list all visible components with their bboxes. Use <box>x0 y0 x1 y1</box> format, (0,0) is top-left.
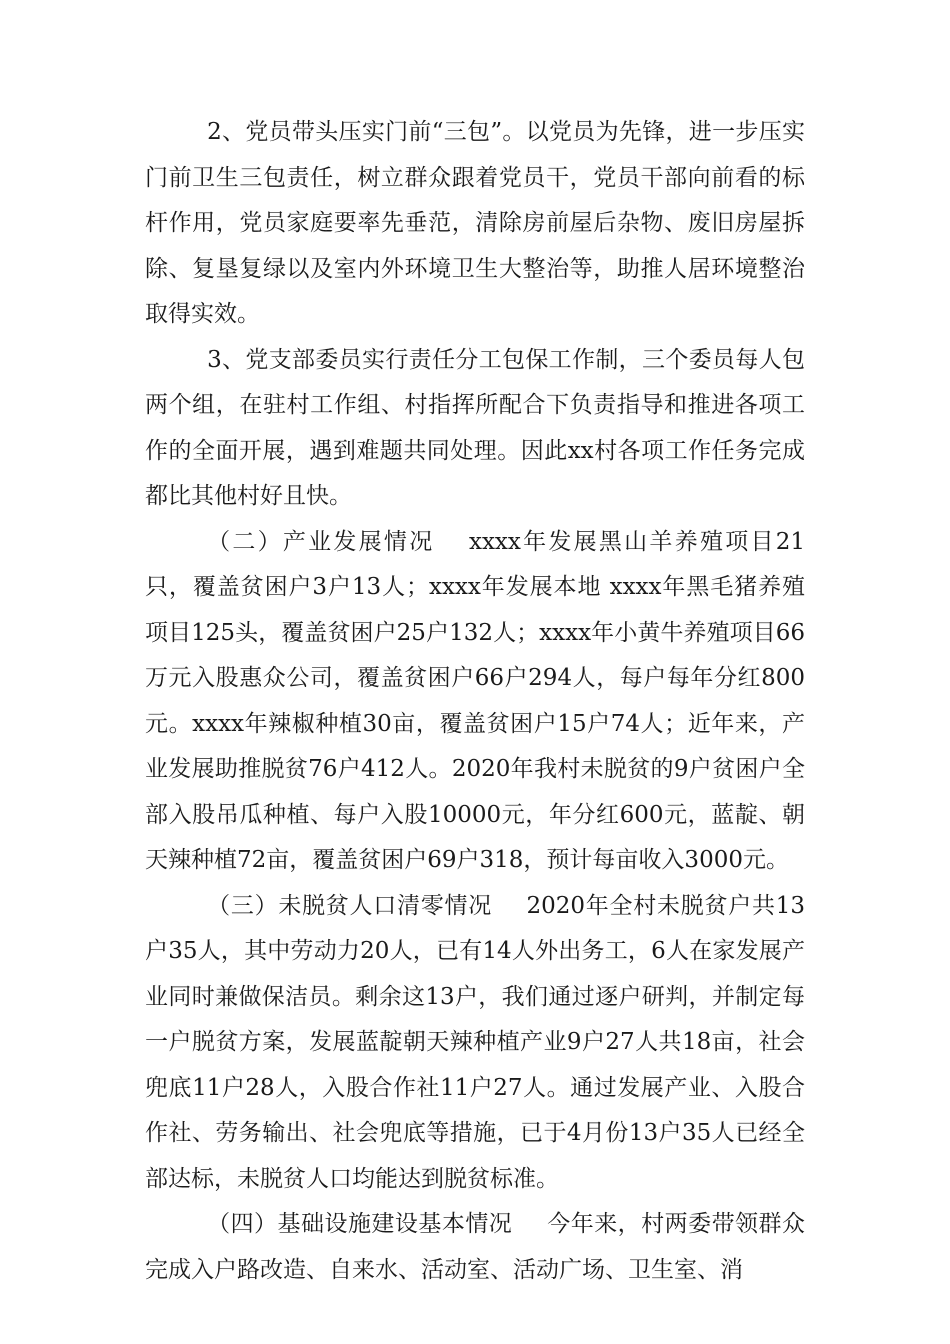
section-heading-industry: （二）产业发展情况 <box>207 528 435 555</box>
paragraph-branch-committee-responsibility <box>145 338 805 520</box>
paragraph-text: xxxx年发展黑山羊养殖项目21只，覆盖贫困户3户13人；xxxx年发展本地 xxxx年黑毛猪养殖项目125头，覆盖贫困户25户132人；xxxx年小黄牛养殖项目66万元入股惠众公司，覆盖贫困户66户294人，每户每年分红800元。xxxx年辣椒种植30亩，覆盖贫困户15户74人；近年来，产业发展助推脱贫76户412人。2020年我村未脱贫的9户贫困户全部入股吊瓜种植、每户入股10000元，年分红600元，蓝靛、朝天辣种植72亩，覆盖贫困户69户318，预计每亩收入3000元。 <box>145 528 806 873</box>
paragraph-party-members-three-guarantees <box>145 110 805 338</box>
paragraph-poverty-clearance <box>145 884 805 1203</box>
paragraph-text: 今年来，村两委带领群众完成入户路改造、自来水、活动室、活动广场、卫生室、消 <box>145 1211 806 1283</box>
document-page <box>145 110 805 1293</box>
paragraph-infrastructure <box>145 1202 805 1293</box>
section-heading-infrastructure: （四）基础设施建设基本情况 <box>207 1211 513 1237</box>
section-heading-poverty-clearance: （三）未脱贫人口清零情况 <box>207 892 493 919</box>
paragraph-industry-development <box>145 520 805 884</box>
paragraph-text: 2、党员带头压实门前“三包”。以党员为先锋，进一步压实门前卫生三包责任，树立群众跟着党员干，党员干部向前看的标杆作用，党员家庭要率先垂范，清除房前屋后杂物、废旧房屋拆除、复垦复绿以及室内外环境卫生大整治等，助推人居环境整治取得实效。 <box>145 119 805 327</box>
paragraph-text: 2020年全村未脱贫户共13户35人，其中劳动力20人，已有14人外出务工，6人在家发展产业同时兼做保洁员。剩余这13户，我们通过逐户研判，并制定每一户脱贫方案，发展蓝靛朝天辣种植产业9户27人共18亩，社会兜底11户28人，入股合作社11户27人。通过发展产业、入股合作社、劳务输出、社会兜底等措施，已于4月份13户35人已经全部达标，未脱贫人口均能达到脱贫标准。 <box>145 892 805 1192</box>
paragraph-text: 3、党支部委员实行责任分工包保工作制，三个委员每人包两个组，在驻村工作组、村指挥所配合下负责指导和推进各项工作的全面开展，遇到难题共同处理。因此xx村各项工作任务完成都比其他村好且快。 <box>145 346 805 509</box>
